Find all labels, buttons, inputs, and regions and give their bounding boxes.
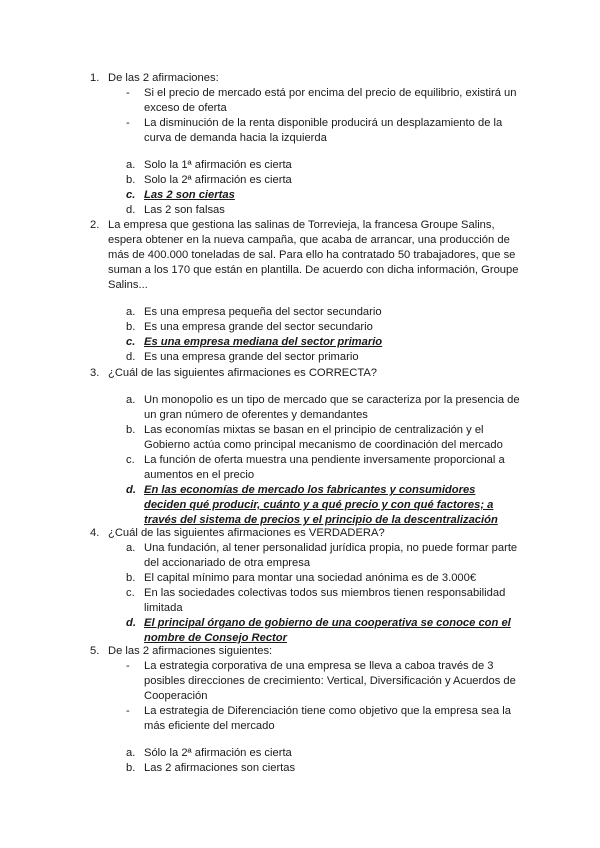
question-number: 2. <box>90 219 100 231</box>
option-c: c. En las sociedades colectivas todos sus miembros tienen responsabilidad limitada <box>126 587 506 614</box>
option-a: a. Sólo la 2ª afirmación es cierta <box>126 747 292 759</box>
option-c-correct: c. Es una empresa mediana del sector primario <box>126 336 383 348</box>
question-stem: La empresa que gestiona las salinas de Torrevieja, la francesa Groupe Salins, espera obtener en la nueva campaña, que acaba de arrancar, una producción de más de 400.000 toneladas de sal. Para ello ha contratado 50 trabajadores, que se suman a los 170 que están en plantilla. De acuerdo con dicha información, Groupe Salins... <box>108 219 519 291</box>
question-stem: ¿Cuál de las siguientes afirmaciones es CORRECTA? <box>108 367 378 379</box>
option-b: b. Es una empresa grande del sector secundario <box>126 321 373 333</box>
option-b: b. El capital mínimo para montar una sociedad anónima es de 3.000€ <box>126 572 477 584</box>
question-stem: De las 2 afirmaciones siguientes: <box>108 645 273 657</box>
option-d-correct: d. En las economías de mercado los fabricantes y consumidores deciden qué producir, cuánto y a qué precio y con qué factores; a través del sistema de precios y el principio de la descentralización <box>126 484 498 526</box>
question-4 <box>90 526 520 646</box>
question-stem: ¿Cuál de las siguientes afirmaciones es VERDADERA? <box>108 527 385 539</box>
option-d-correct: d. El principal órgano de gobierno de una cooperativa se conoce con el nombre de Consejo Rector <box>126 617 511 644</box>
statement: - Si el precio de mercado está por encima del precio de equilibrio, existirá un exceso de oferta <box>126 87 517 114</box>
option-a: a. Una fundación, al tener personalidad jurídica propia, no puede formar parte del accionariado de otra empresa <box>126 542 518 569</box>
statement: - La disminución de la renta disponible producirá un desplazamiento de la curva de demanda hacia la izquierda <box>126 117 503 144</box>
option-d: d. Las 2 son falsas <box>126 204 225 216</box>
question-number: 1. <box>90 72 100 84</box>
option-d: d. Es una empresa grande del sector primario <box>126 351 359 363</box>
question-3 <box>90 366 520 528</box>
statement: - La estrategia corporativa de una empresa se lleva a caboa través de 3 posibles direcciones de crecimiento: Vertical, Diversificación y Acuerdos de Cooperación <box>126 660 516 702</box>
question-number: 5. <box>90 645 100 657</box>
statement: - La estrategia de Diferenciación tiene como objetivo que la empresa sea la más eficiente del mercado <box>126 705 511 732</box>
question-5 <box>90 644 520 776</box>
option-b: b. Solo la 2ª afirmación es cierta <box>126 174 292 186</box>
option-a: a. Solo la 1ª afirmación es cierta <box>126 159 292 171</box>
question-number: 3. <box>90 367 100 379</box>
option-c-correct: c. Las 2 son ciertas <box>126 189 235 201</box>
question-1 <box>90 71 520 218</box>
question-2 <box>90 218 520 365</box>
question-number: 4. <box>90 527 100 539</box>
option-b: b. Las economías mixtas se basan en el principio de centralización y el Gobierno actúa como principal mecanismo de coordinación del mercado <box>126 424 503 451</box>
option-b: b. Las 2 afirmaciones son ciertas <box>126 762 296 774</box>
option-c: c. La función de oferta muestra una pendiente inversamente proporcional a aumentos en el precio <box>126 454 505 481</box>
option-a: a. Es una empresa pequeña del sector secundario <box>126 306 382 318</box>
question-stem: De las 2 afirmaciones: <box>108 72 219 84</box>
option-a: a. Un monopolio es un tipo de mercado que se caracteriza por la presencia de un gran número de oferentes y demandantes <box>126 394 520 421</box>
